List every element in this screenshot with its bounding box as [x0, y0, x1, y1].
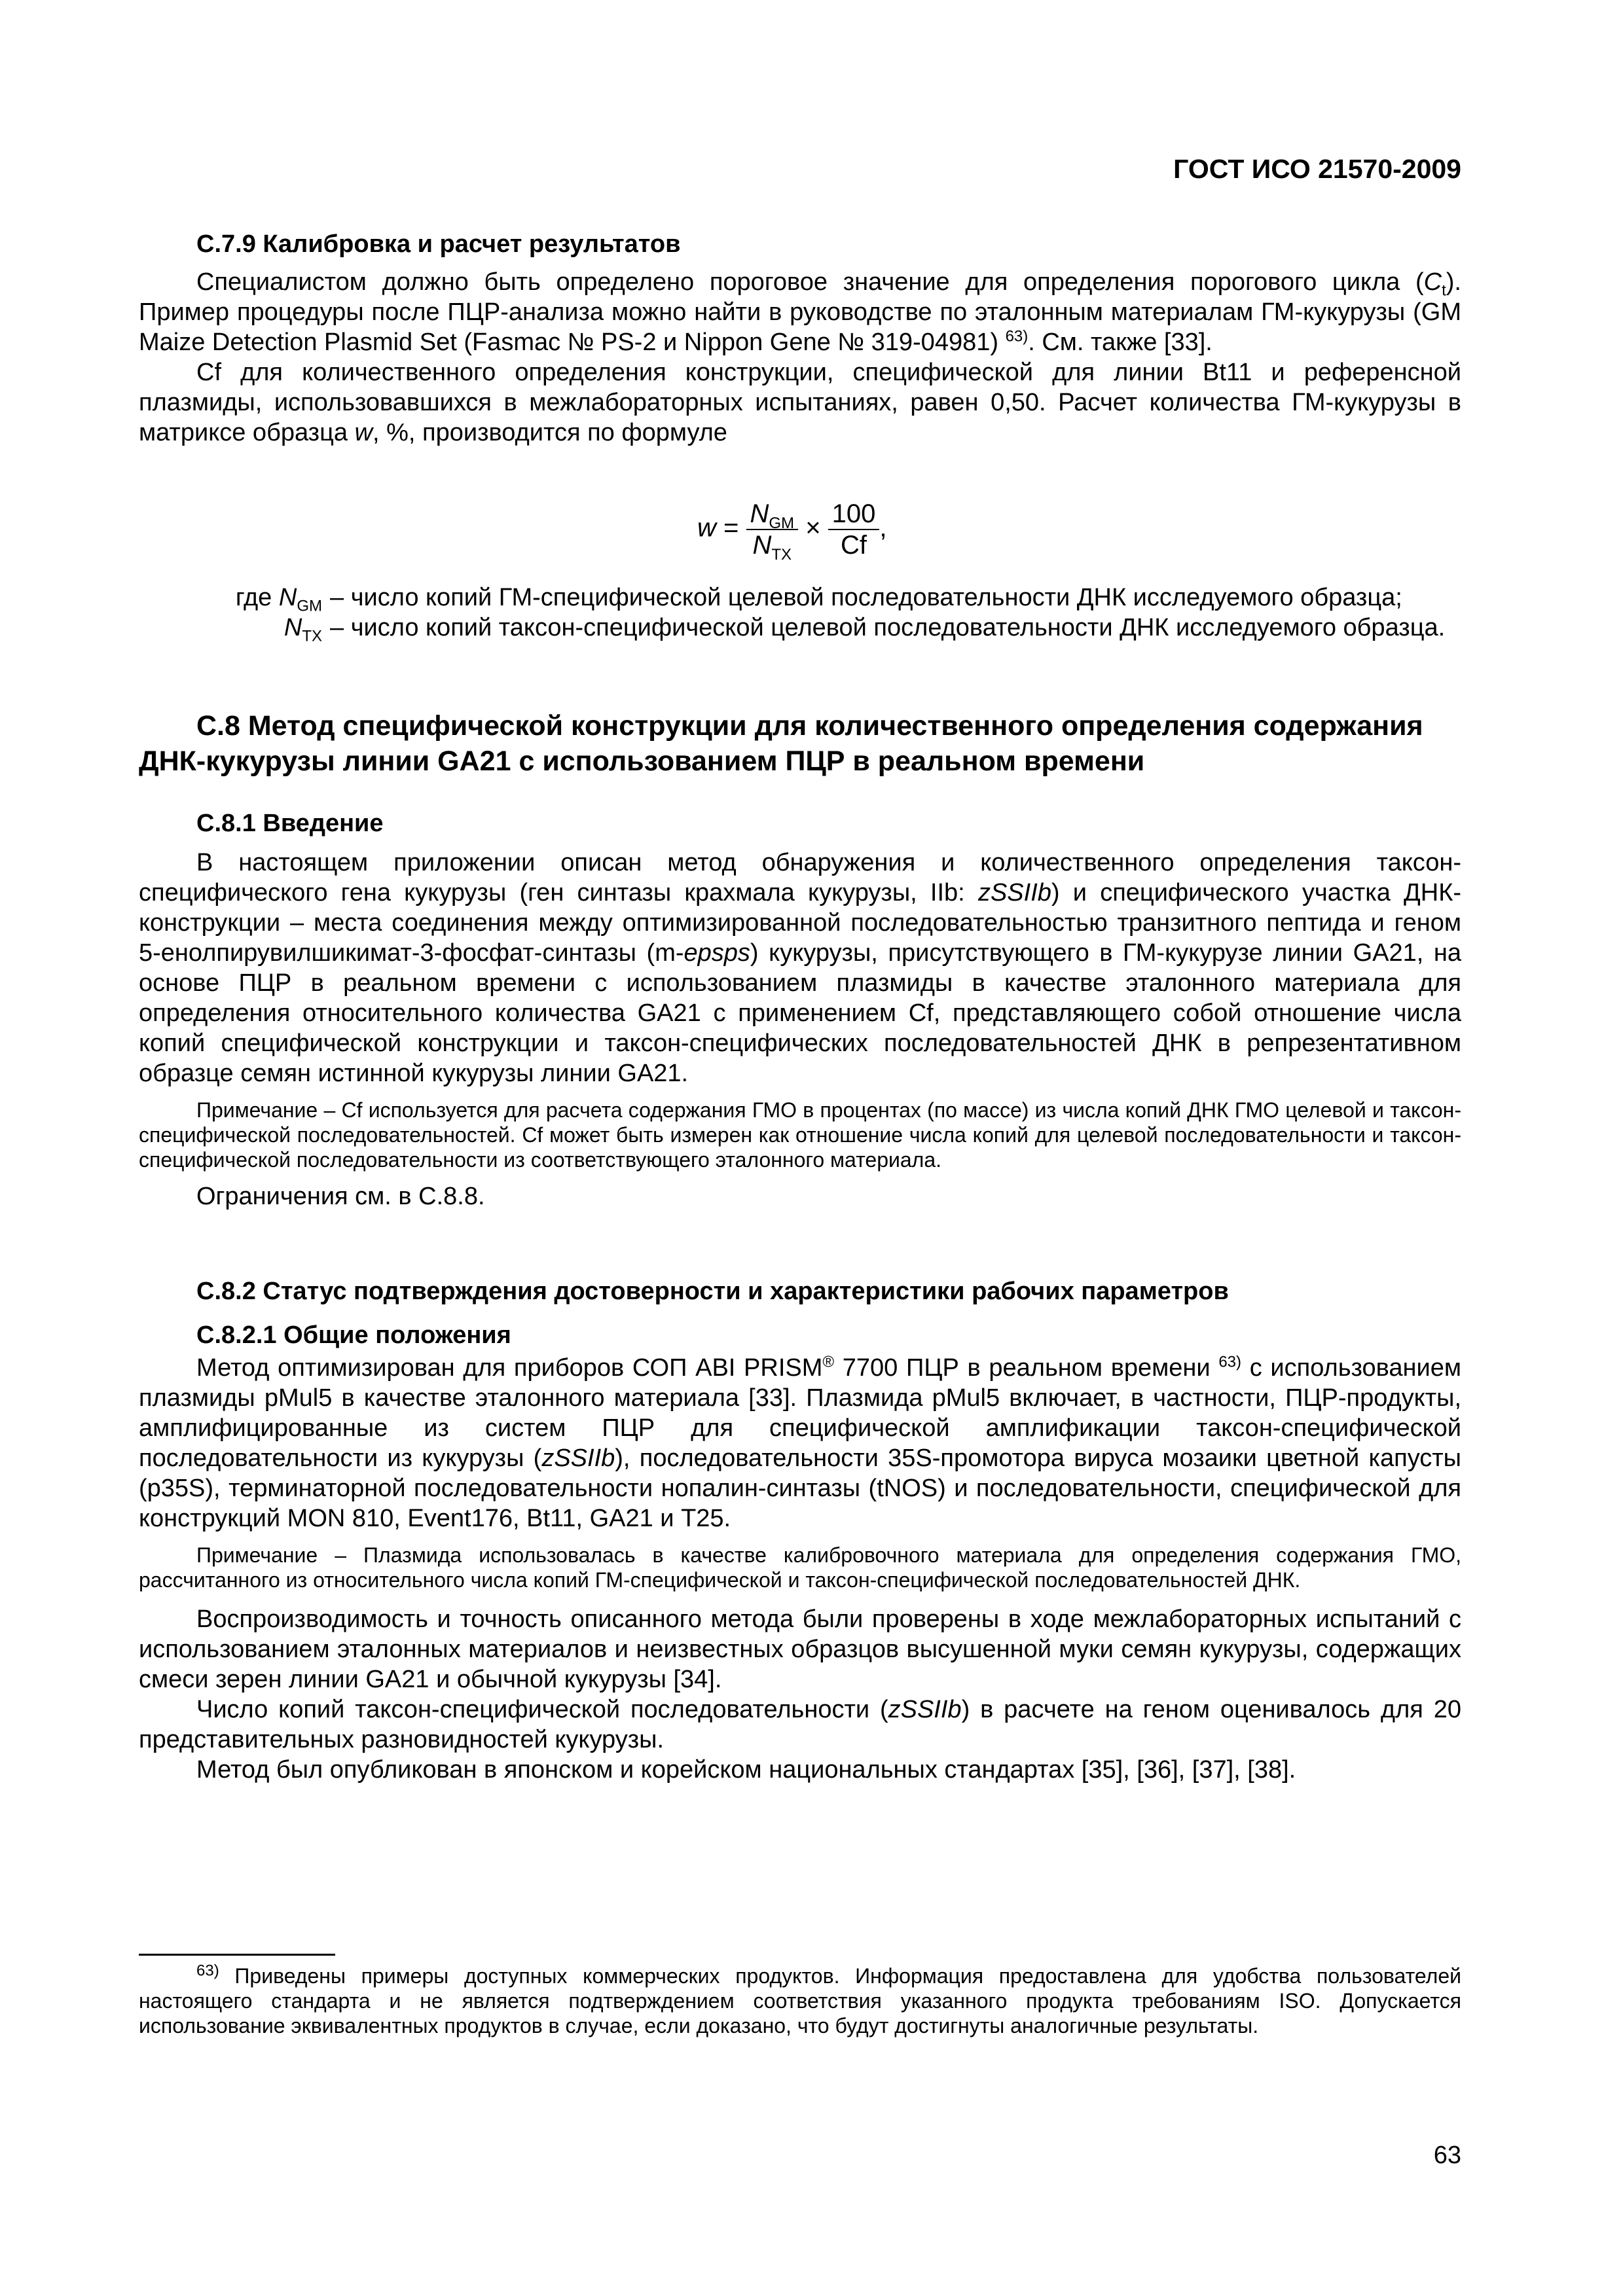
paragraph: Метод был опубликован в японском и корейском национальных стандартах [35], [36], [37], [38]. — [196, 1756, 1296, 1784]
note: Примечание – Плазмида использовалась в качестве калибровочного материала для определения содержания ГМО, рассчитанного из относительного числа копий ГМ-специфической и таксон-специфической последовательностей ДНК. — [139, 1543, 1461, 1592]
page-number: 63 — [1433, 2142, 1461, 2169]
footnote-text: $^{63)}$ Приведены примеры доступных коммерческих продуктов. Информация предоставлена для удобства пользователей настоящего стандарта и не является подтверждением соответствия указанного продукта требованиям ISO. Допускается использование эквивалентных продуктов в случае, если доказано, что будут достигнуты аналогичные результаты. — [139, 1962, 1461, 2037]
section-c81 — [139, 808, 1461, 1211]
paragraph: Метод оптимизирован для приборов СОП ABI PRISM® 7700 ПЦР в реальном времени $^{63)}$ с использованием плазмиды pMul5 в качестве эталонного материала [33]. Плазмида pMul5 включает, в частности, ПЦР-продукты, амплифицированные из систем ПЦР для специфической амплификации таксон-специфической последовательности из кукурузы (zSSIIb), последовательности 35S-промотора вируса мозаики цветной капусты (p35S), терминаторной последовательности нопалин-синтазы (tNOS) и последовательности, специфической для конструкций MON 810, Event176, Bt11, GA21 и T25. — [139, 1353, 1461, 1532]
note: Примечание – Cf используется для расчета содержания ГМО в процентах (по массе) из числа копий ДНК ГМО целевой и таксон-специфической последовательностей. Cf может быть измерен как отношение числа копий для целевой последовательности и таксон-специфической последовательности из соответствующего эталонного материала. — [139, 1098, 1461, 1172]
section-c79 — [139, 229, 1461, 448]
formula: w = $\frac{N_{GM}}{N_{TX}}$ × $\frac{100}{Cf}$ , — [697, 499, 887, 564]
paragraph: Cf для количественного определения конструкции, специфической для линии Bt11 и референсной плазмиды, использовавшихся в межлабораторных испытаниях, равен 0,50. Расчет количества ГМ-кукурузы в матриксе образца w, %, производится по формуле — [139, 359, 1461, 446]
footnote-separator — [139, 1954, 335, 1956]
section-c8 — [139, 708, 1461, 779]
paragraph: Ограничения см. в С.8.8. — [196, 1183, 485, 1210]
definition-ngm: где $N_{GM}$ – число копий ГМ-специфической целевой последовательности ДНК исследуемого образца; — [235, 584, 1402, 615]
section-title: C.8 Метод специфической конструкции для количественного определения содержания ДНК-кукурузы линии GA21 с использованием ПЦР в реальном времени — [139, 710, 1423, 777]
paragraph: В настоящем приложении описан метод обнаружения и количественного определения таксон-специфического гена кукурузы (ген синтазы крахмала кукурузы, IIb: zSSIIb) и специфического участка ДНК-конструкции – места соединения между оптимизированной последовательностью транзитного пептида и геном 5-енолпирувилшикимат-3-фосфат-синтазы (m-epsps) кукурузы, присутствующего в ГМ-кукурузе линии GA21, на основе ПЦР в реальном времени с использованием плазмиды в качестве эталонного материала для определения относительного количества GA21 с применением Cf, представляющего собой отношение числа копий специфической конструкции и таксон-специфических последовательностей ДНК в репрезентативном образце семян истинной кукурузы линии GA21. — [139, 849, 1462, 1087]
document-header: ГОСТ ИСО 21570-2009 — [1173, 154, 1461, 184]
paragraph: Число копий таксон-специфической последовательности (zSSIIb) в расчете на геном оценивалось для 20 представительных разновидностей кукурузы. — [139, 1696, 1461, 1753]
footnote — [139, 1964, 1461, 2038]
footnote-ref[interactable]: 63) — [1218, 1353, 1242, 1371]
section-title: C.8.2.1 Общие положения — [196, 1321, 511, 1349]
section-title: C.7.9 Калибровка и расчет результатов — [196, 230, 681, 258]
paragraph: Специалистом должно быть определено пороговое значение для определения порогового цикла $(C_t)$. Пример процедуры после ПЦР-анализа можно найти в руководстве по эталонным материалам ГМ-кукурузы (GM Maize Detection Plasmid Set (Fasmac № PS-2 и Nippon Gene № 319-04981) $^{63)}$. См. также [33]. — [139, 268, 1461, 356]
section-c82 — [139, 1276, 1461, 1306]
section-c821 — [139, 1320, 1461, 1785]
paragraph: Воспроизводимость и точность описанного метода были проверены в ходе межлабораторных испытаний с использованием эталонных материалов и неизвестных образцов высушенной муки семян кукурузы, содержащих смеси зерен линии GA21 и обычной кукурузы [34]. — [139, 1605, 1461, 1693]
definitions — [139, 583, 1461, 643]
footnote-ref[interactable]: 63) — [1005, 327, 1029, 346]
definition-ntx: $N_{TX}$ – число копий таксон-специфической целевой последовательности ДНК исследуемого образца. — [283, 614, 1446, 645]
section-title: C.8.1 Введение — [196, 810, 384, 837]
section-title: C.8.2 Статус подтверждения достоверности и характеристики рабочих параметров — [196, 1278, 1229, 1305]
footnote-mark: 63) — [196, 1962, 219, 1980]
